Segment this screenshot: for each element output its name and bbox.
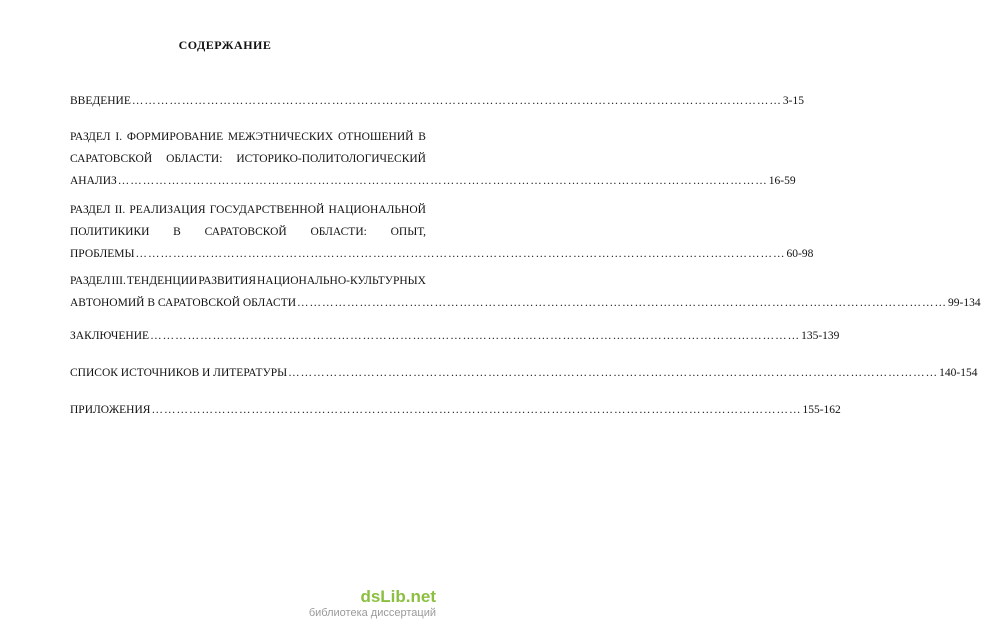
word: РАЗВИТИЯ <box>198 275 256 287</box>
dot-leader: ………………………………………………………………………………………………………………………………………… <box>131 95 782 107</box>
toc-entry-line <box>70 270 426 292</box>
word: МЕЖЭТНИЧЕСКИХ <box>227 131 334 143</box>
word: III. <box>111 275 126 287</box>
toc-leader-line <box>70 243 814 265</box>
word: ТЕНДЕНЦИИ <box>126 275 198 287</box>
page-title: СОДЕРЖАНИЕ <box>178 38 272 52</box>
watermark-subtitle: библиотека диссертаций <box>308 607 436 619</box>
word: В <box>418 131 426 143</box>
toc-entry-conclusion[interactable] <box>70 325 840 347</box>
page-range: 60-98 <box>786 248 814 260</box>
toc-leader-line <box>70 399 841 421</box>
word: ОБЛАСТИ: <box>166 153 223 165</box>
word: НАЦИОНАЛЬНО-КУЛЬТУРНЫХ <box>256 275 426 287</box>
word: САРАТОВСКОЙ <box>204 226 287 238</box>
toc-entry-line <box>70 221 426 243</box>
toc-entry-label: ПРОБЛЕМЫ <box>70 248 135 260</box>
page-range: 155-162 <box>802 404 841 416</box>
toc-entry-line <box>70 148 426 170</box>
word: В <box>173 226 181 238</box>
toc-leader-line <box>70 362 978 384</box>
dot-leader: ………………………………………………………………………………………………………………………………………… <box>151 404 802 416</box>
word: ПОЛИТИКИКИ <box>70 226 150 238</box>
toc-entry-line <box>70 199 426 221</box>
word: РАЗДЕЛ <box>70 204 111 216</box>
toc-entry-sources[interactable] <box>70 362 978 384</box>
word: II. <box>114 204 126 216</box>
toc-entry-label: ВВЕДЕНИЕ <box>70 95 131 107</box>
toc-entry-label: ПРИЛОЖЕНИЯ <box>70 404 151 416</box>
toc-entry-chapter-2[interactable] <box>70 199 814 265</box>
page-range: 99-134 <box>948 297 981 309</box>
word: I. <box>115 131 123 143</box>
dot-leader: ………………………………………………………………………………………………………………………………………… <box>150 330 801 342</box>
word: РЕАЛИЗАЦИЯ <box>129 204 206 216</box>
word: НАЦИОНАЛЬНОЙ <box>328 204 426 216</box>
word: РАЗДЕЛ <box>70 131 111 143</box>
toc-entry-label: АВТОНОМИЙ В САРАТОВСКОЙ ОБЛАСТИ <box>70 297 297 309</box>
page-range: 3-15 <box>782 95 804 107</box>
dot-leader: ………………………………………………………………………………………………………………………………………… <box>288 367 939 379</box>
word: САРАТОВСКОЙ <box>70 153 153 165</box>
toc-entry-introduction[interactable] <box>70 90 804 112</box>
toc-entry-chapter-3[interactable] <box>70 270 981 314</box>
page-range: 135-139 <box>801 330 840 342</box>
word: ИСТОРИКО-ПОЛИТОЛОГИЧЕСКИЙ <box>236 153 426 165</box>
toc-entry-line <box>70 126 426 148</box>
toc-leader-line <box>70 325 840 347</box>
toc-leader-line <box>70 90 804 112</box>
toc-entry-label: СПИСОК ИСТОЧНИКОВ И ЛИТЕРАТУРЫ <box>70 367 288 379</box>
toc-leader-line <box>70 170 796 192</box>
word: ОБЛАСТИ: <box>310 226 367 238</box>
word: ОПЫТ, <box>390 226 426 238</box>
toc-entry-label: ЗАКЛЮЧЕНИЕ <box>70 330 150 342</box>
toc-entry-label: АНАЛИЗ <box>70 175 117 187</box>
word: ГОСУДАРСТВЕННОЙ <box>209 204 325 216</box>
dot-leader: ………………………………………………………………………………………………………………………………………… <box>135 248 786 260</box>
toc-entry-chapter-1[interactable] <box>70 126 796 192</box>
dot-leader: ………………………………………………………………………………………………………………………………………… <box>117 175 768 187</box>
word: ОТНОШЕНИЙ <box>337 131 414 143</box>
toc-entry-appendix[interactable] <box>70 399 841 421</box>
dot-leader: ………………………………………………………………………………………………………………………………………… <box>297 297 948 309</box>
page-range: 140-154 <box>939 367 978 379</box>
word: ФОРМИРОВАНИЕ <box>126 131 224 143</box>
word: РАЗДЕЛ <box>70 275 111 287</box>
watermark-logo: dsLib.net <box>360 587 436 606</box>
page-range: 16-59 <box>768 175 796 187</box>
toc-leader-line <box>70 292 981 314</box>
dslib-watermark <box>309 588 436 620</box>
